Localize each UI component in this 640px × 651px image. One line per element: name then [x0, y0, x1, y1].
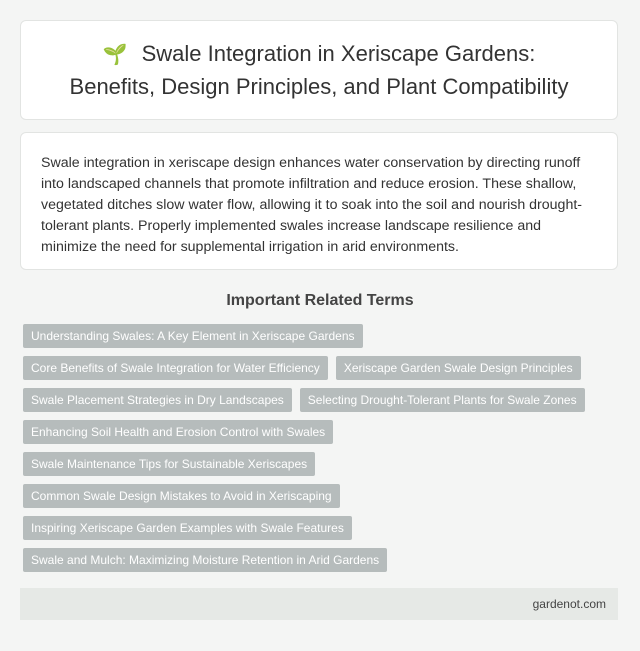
related-term-tag[interactable]: Common Swale Design Mistakes to Avoid in Xeriscaping [23, 484, 340, 508]
related-term-tag[interactable]: Swale Placement Strategies in Dry Landscapes [23, 388, 292, 412]
related-term-tag[interactable]: Understanding Swales: A Key Element in Xeriscape Gardens [23, 324, 363, 348]
related-terms-list [23, 324, 623, 580]
related-term-tag[interactable]: Inspiring Xeriscape Garden Examples with Swale Features [23, 516, 352, 540]
related-term-tag[interactable]: Xeriscape Garden Swale Design Principles [336, 356, 581, 380]
page-title-line-2: Benefits, Design Principles, and Plant Compatibility [69, 73, 569, 99]
related-term-tag[interactable]: Swale and Mulch: Maximizing Moisture Retention in Arid Gardens [23, 548, 387, 572]
tag-row [23, 516, 623, 540]
tag-row [23, 324, 623, 348]
related-term-tag[interactable]: Selecting Drought-Tolerant Plants for Swale Zones [300, 388, 585, 412]
page-title-line-1 [103, 38, 536, 71]
title-text-1: Swale Integration in Xeriscape Gardens: [141, 40, 536, 66]
tag-row [23, 356, 623, 380]
tag-row [23, 452, 623, 476]
related-term-tag[interactable]: Enhancing Soil Health and Erosion Control with Swales [23, 420, 333, 444]
footer [20, 588, 618, 620]
related-term-tag[interactable]: Core Benefits of Swale Integration for Water Efficiency [23, 356, 328, 380]
seedling-icon: 🌱 [102, 43, 128, 66]
tag-row [23, 388, 623, 412]
site-name[interactable]: gardenot.com [532, 597, 606, 611]
title-card [20, 20, 618, 120]
tag-row [23, 548, 623, 572]
related-term-tag[interactable]: Swale Maintenance Tips for Sustainable Xeriscapes [23, 452, 315, 476]
related-terms-heading: Important Related Terms [226, 292, 414, 309]
description-card [20, 132, 618, 270]
tag-row [23, 484, 623, 508]
description-text: Swale integration in xeriscape design enhances water conservation by directing runoff into landscaped channels that promote infiltration and reduce erosion. These shallow, vegetated ditches slow water flow, allowing it to soak into the soil and nourish drought-tolerant plants. Properly implemented swales increase landscape resilience and minimize the need for supplemental irrigation in arid environments. [41, 155, 583, 255]
tag-row [23, 420, 623, 444]
